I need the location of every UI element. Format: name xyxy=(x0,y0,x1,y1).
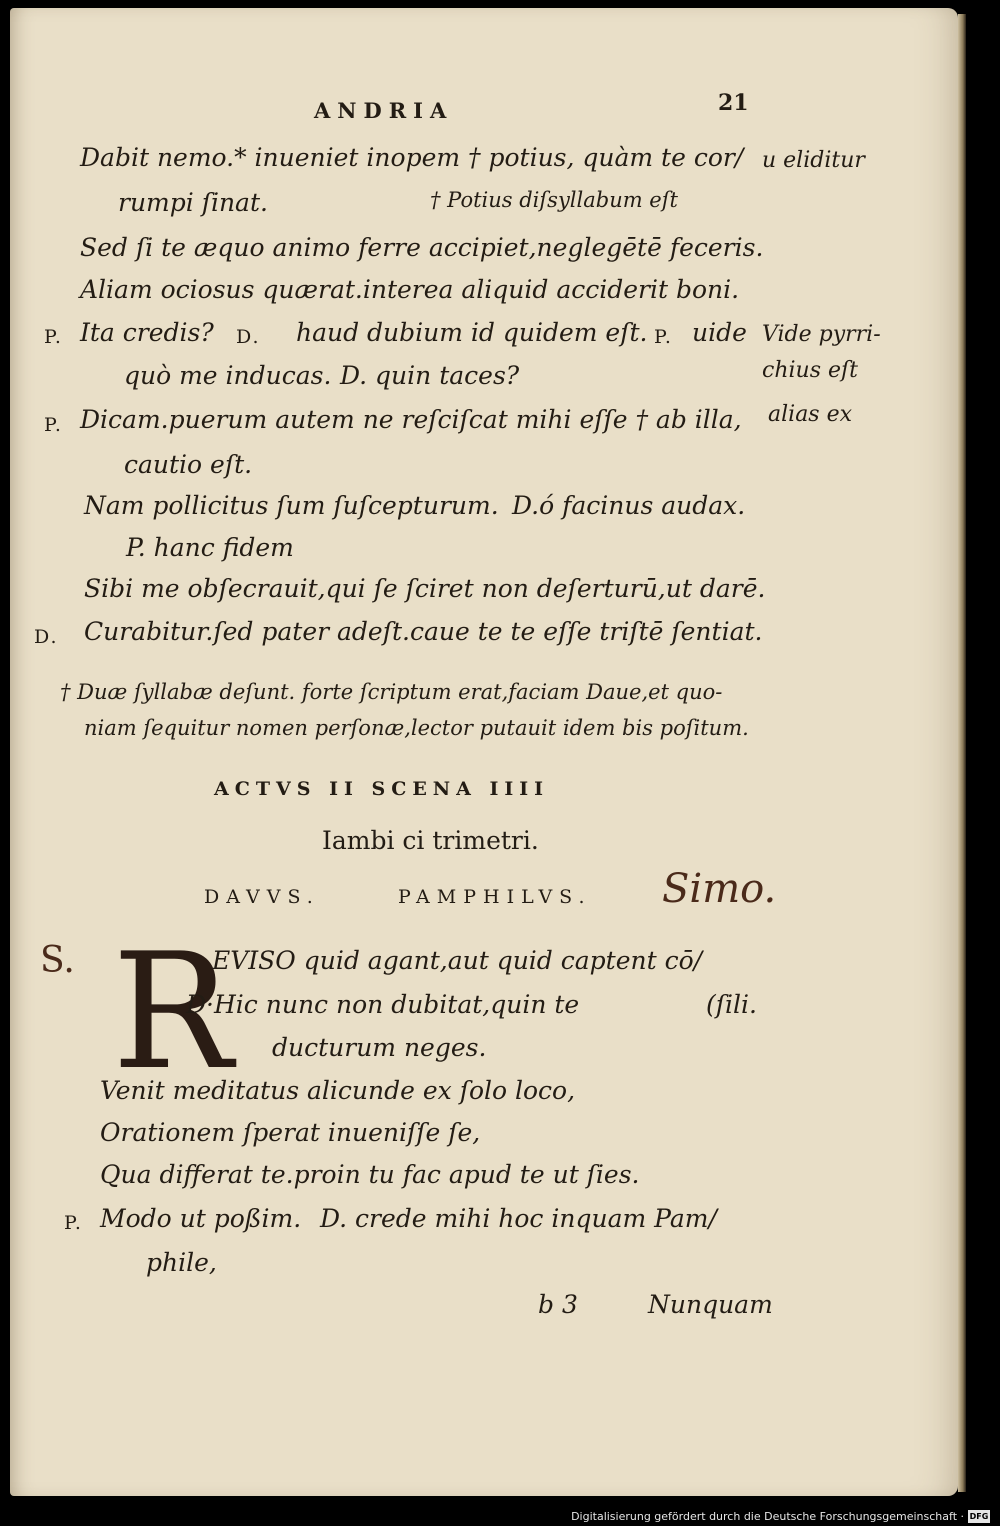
text-line-1: Dabit nemo.* inueniet inopem † potius, quàm te cor/ xyxy=(80,143,744,172)
margin-note-4: alias ex xyxy=(768,402,853,427)
speaker-d: D. xyxy=(236,326,261,348)
side-note-inline: † Potius diſsyllabum eſt xyxy=(430,188,678,212)
scene-line-7a: Modo ut poßim. xyxy=(100,1204,302,1233)
speaker-d: D. xyxy=(34,626,59,648)
text-line-6b: D. quin taces? xyxy=(340,361,520,390)
scene-line-7b: D. crede mihi hoc inquam Pam/ xyxy=(320,1204,717,1233)
text-line-6a: quò me inducas. xyxy=(124,361,332,390)
running-title: ANDRIA xyxy=(314,98,454,123)
scene-line-1: EVISO quid agant,aut quid captent cō/ xyxy=(212,946,703,975)
footnote-line-1: † Duæ ſyllabæ deſunt. forte ſcriptum erat,faciam Daue,et quo- xyxy=(60,680,723,704)
person-pamphilus: PAMPHILVS. xyxy=(398,886,592,908)
text-line-12: Curabitur.ſed pater adeſt.caue te te eſſe triſtē ſentiat. xyxy=(84,617,763,646)
text-line-4: Aliam ociosus quærat.interea aliquid acciderit boni. xyxy=(80,275,740,304)
footnote-line-2: niam ſequitur nomen perſonæ,lector putauit idem bis poſitum. xyxy=(84,716,749,740)
text-line-2: rumpi ſinat. xyxy=(118,188,268,217)
scene-line-5: Orationem ſperat inueniſſe ſe, xyxy=(100,1118,481,1147)
text-line-9a: Nam pollicitus ſum ſuſcepturum. xyxy=(84,491,499,520)
decorated-initial: R xyxy=(112,918,233,1105)
text-line-5b: haud dubium id quidem eſt. xyxy=(296,318,648,347)
speaker-p: P. xyxy=(64,1212,83,1234)
speaker-p: P. xyxy=(44,326,63,348)
speaker-p: P. xyxy=(654,326,673,348)
catchword: Nunquam xyxy=(648,1290,773,1319)
scene-heading: ACTVS II SCENA IIII xyxy=(214,778,550,800)
meter-line: Iambi ci trimetri. xyxy=(322,826,539,855)
scene-line-4: Venit meditatus alicunde ex ſolo loco, xyxy=(100,1076,576,1105)
text-line-9b: D.ó facinus audax. xyxy=(512,491,746,520)
person-davus: DAVVS. xyxy=(204,886,320,908)
scene-line-8: phile, xyxy=(146,1248,217,1277)
margin-note-1: u eliditur xyxy=(762,148,865,173)
scene-line-2: D·Hic nunc non dubitat,quin te xyxy=(186,990,580,1019)
text-line-5c: uide xyxy=(692,318,747,347)
margin-note-3: chius eſt xyxy=(762,358,858,383)
dfg-logo: DFG xyxy=(969,1512,989,1521)
text-line-7: Dicam.puerum autem ne reſciſcat mihi eſſe † ab illa, xyxy=(80,405,742,434)
margin-note-2: Vide pyrri- xyxy=(762,322,881,347)
handwritten-simo: Simo. xyxy=(662,866,777,912)
handwritten-speaker: S. xyxy=(40,940,75,981)
signature-mark: b 3 xyxy=(538,1290,578,1319)
text-line-10: P. hanc fidem xyxy=(126,533,294,562)
page-number: 21 xyxy=(718,90,749,116)
footer-credit: Digitalisierung gefördert durch die Deutsche Forschungsgemeinschaft · xyxy=(571,1510,964,1523)
scene-line-6: Qua differat te.proin tu fac apud te ut ſies. xyxy=(100,1160,640,1189)
text-line-8: cautio eſt. xyxy=(124,450,253,479)
text-line-5a: Ita credis? xyxy=(80,318,214,347)
text-line-11: Sibi me obſecrauit,qui ſe ſciret non deſerturū,ut darē. xyxy=(84,574,766,603)
text-line-3: Sed ſi te æquo animo ferre accipiet,neglegētē feceris. xyxy=(80,233,764,262)
scene-carry: (ſili. xyxy=(706,990,757,1019)
page-edge xyxy=(958,14,966,1492)
speaker-p: P. xyxy=(44,414,63,436)
scene-line-3: ducturum neges. xyxy=(272,1033,487,1062)
